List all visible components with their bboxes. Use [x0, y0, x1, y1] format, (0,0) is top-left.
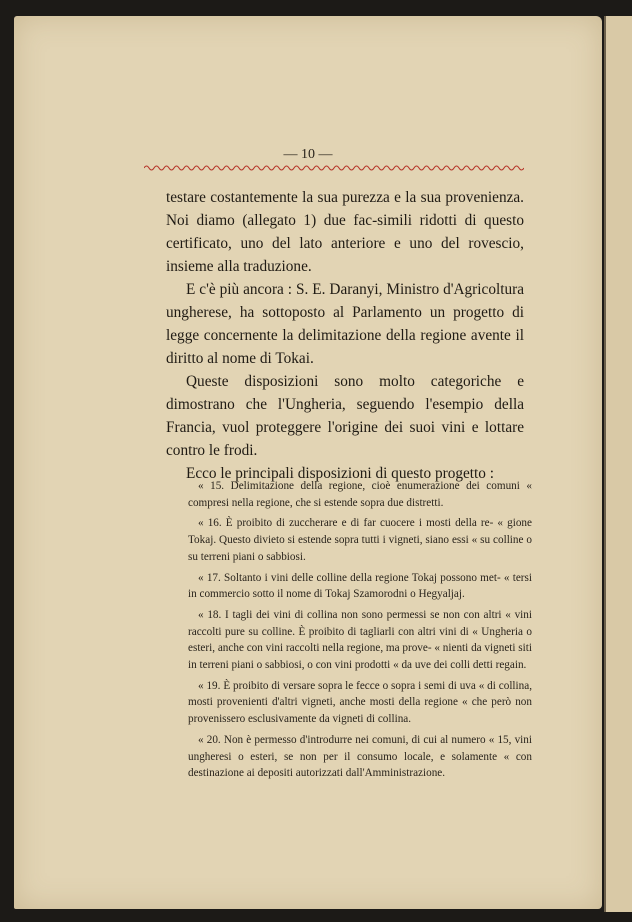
decorative-wavy-rule: [144, 164, 524, 172]
law-articles: [188, 478, 532, 786]
article-17: « 17. Soltanto i vini delle colline della regione Tokaj possono met- « tersi in commercio sotto il nome di Tokaj Szamorodni o Hegyaljaj.: [188, 571, 532, 601]
facing-page-edge: [604, 16, 632, 912]
article-16: « 16. È proibito di zuccherare e di far cuocere i mosti della re- « gione Tokaj. Questo divieto si estende sopra tutti i vigneti, siano essi « su colline o su terreni piani o sabbiosi.: [188, 517, 532, 563]
paragraph-intro-list: Ecco le principali disposizioni di questo progetto :: [186, 465, 494, 482]
article-20: « 20. Non è permesso d'introdurre nei comuni, di cui al numero « 15, vini ungheresi o esteri, se non per il consumo locale, e solamente « con destinazione ai depositi autorizzati dall'Amministrazione.: [188, 733, 532, 780]
main-text: [166, 186, 524, 485]
paragraph-dispositions: Queste disposizioni sono molto categoriche e dimostrano che l'Ungheria, seguendo l'esempio della Francia, vuol proteggere l'origine dei suoi vini e lottare contro le frodi.: [166, 373, 524, 459]
article-18: « 18. I tagli dei vini di collina non sono permessi se non con altri « vini raccolti pure su colline. È proibito di tagliarli con altri vini di « Ungheria o esteri, anche con vini raccolti nella regione, ma prove- « nienti da vigneti siti in terreni piani o sabbiosi, o con vini prodotti « da uve dei colli detti regain.: [188, 608, 532, 672]
article-19: « 19. È proibito di versare sopra le fecce o sopra i semi di uva « di collina, mosti provenienti d'altri vigneti, anche mosti della regione « che però non provenissero esclusivamente da vigneti di collina.: [188, 679, 532, 726]
article-15: « 15. Delimitazione della regione, cioè enumerazione dei comuni « compresi nella regione, che si estende sopra due distretti.: [188, 480, 532, 509]
paragraph-daranyi: E c'è più ancora : S. E. Daranyi, Ministro d'Agricoltura ungherese, ha sottoposto al Parlamento un progetto di legge concernente la delimitazione della regione avente il diritto al nome di Tokai.: [166, 281, 524, 367]
paragraph-continuation: testare costantemente la sua purezza e la sua provenienza. Noi diamo (allegato 1) due fac-simili ridotti di questo certificato, uno del lato anteriore e uno del rovescio, insieme alla traduzione.: [166, 189, 524, 275]
page-number: — 10 —: [283, 147, 333, 162]
document-page: [14, 16, 602, 909]
